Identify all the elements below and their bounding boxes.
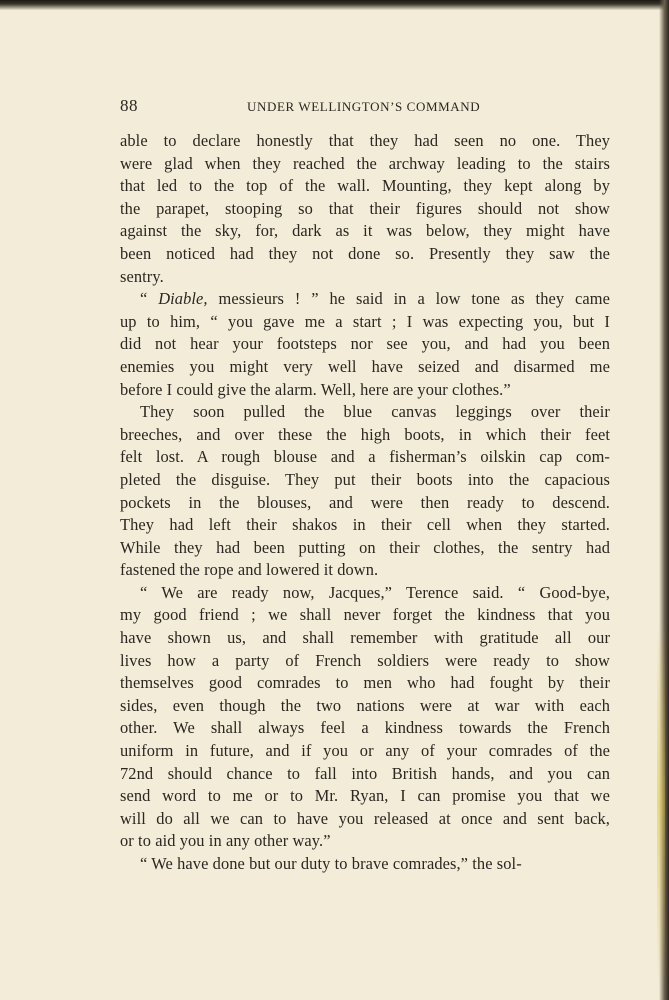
text-line: will do all we can to have you released at once and sent back, <box>120 808 610 828</box>
text-line: pockets in the blouses, and were then ready to descend. <box>120 492 610 512</box>
text-line: were glad when they reached the archway leading to the stairs <box>120 153 610 173</box>
italic-word: Diable, <box>158 289 208 309</box>
text-line: before I could give the alarm. Well, here are your clothes.” <box>120 379 511 399</box>
text-line: or to aid you in any other way.” <box>120 831 331 851</box>
text-line: have shown us, and shall remember with gratitude all our <box>120 628 610 648</box>
text-line: did not hear your footsteps nor see you, and had you been <box>120 334 610 354</box>
text-line: sentry. <box>120 266 164 286</box>
text-line: sides, even though the two nations were at war with each <box>120 695 610 715</box>
body-text <box>120 130 610 876</box>
text-line: able to declare honestly that they had seen no one. They <box>120 131 610 150</box>
text-line: that led to the top of the wall. Mounting, they kept along by <box>120 176 610 196</box>
text-line: other. We shall always feel a kindness towards the French <box>120 718 610 738</box>
text-line: “ We have done but our duty to brave comrades,” the sol- <box>140 854 522 873</box>
text-line: lives how a party of French soldiers were ready to show <box>120 650 610 670</box>
text-line: the parapet, stooping so that their figures should not show <box>120 198 610 218</box>
text-line: felt lost. A rough blouse and a fisherman’s oilskin cap com- <box>120 447 610 467</box>
text-line: pleted the disguise. They put their boots into the capacious <box>120 469 610 489</box>
text-line: breeches, and over these the high boots, in which their feet <box>120 424 610 444</box>
text-line-diable: “ Diable, messieurs ! ” he said in a low tone as they came <box>140 289 610 309</box>
text-line: my good friend ; we shall never forget the kindness that you <box>120 605 610 625</box>
text-line: uniform in future, and if you or any of your comrades of the <box>120 741 610 761</box>
text-line: While they had been putting on their clothes, the sentry had <box>120 537 610 557</box>
text-line: been noticed had they not done so. Presently they saw the <box>120 243 610 263</box>
text-line: 72nd should chance to fall into British hands, and you can <box>120 763 610 783</box>
text-line: up to him, “ you gave me a start ; I was expecting you, but I <box>120 311 610 331</box>
running-head: UNDER WELLINGTON’S COMMAND <box>247 99 481 114</box>
text-line: enemies you might very well have seized and disarmed me <box>120 356 610 376</box>
page-top-shadow <box>0 0 669 10</box>
page-edge-tint <box>657 620 665 990</box>
text-line: “ We are ready now, Jacques,” Terence said. “ Good-bye, <box>140 582 610 602</box>
text-line: themselves good comrades to men who had fought by their <box>120 673 610 693</box>
text-line: They had left their shakos in their cell when they started. <box>120 515 610 535</box>
text-line: against the sky, for, dark as it was below, they might have <box>120 221 610 241</box>
page-header <box>120 96 610 118</box>
text-line: send word to me or to Mr. Ryan, I can promise you that we <box>120 786 610 806</box>
page-number: 88 <box>120 96 138 115</box>
text-line: fastened the rope and lowered it down. <box>120 560 379 580</box>
text-line: They soon pulled the blue canvas leggings over their <box>140 402 610 422</box>
